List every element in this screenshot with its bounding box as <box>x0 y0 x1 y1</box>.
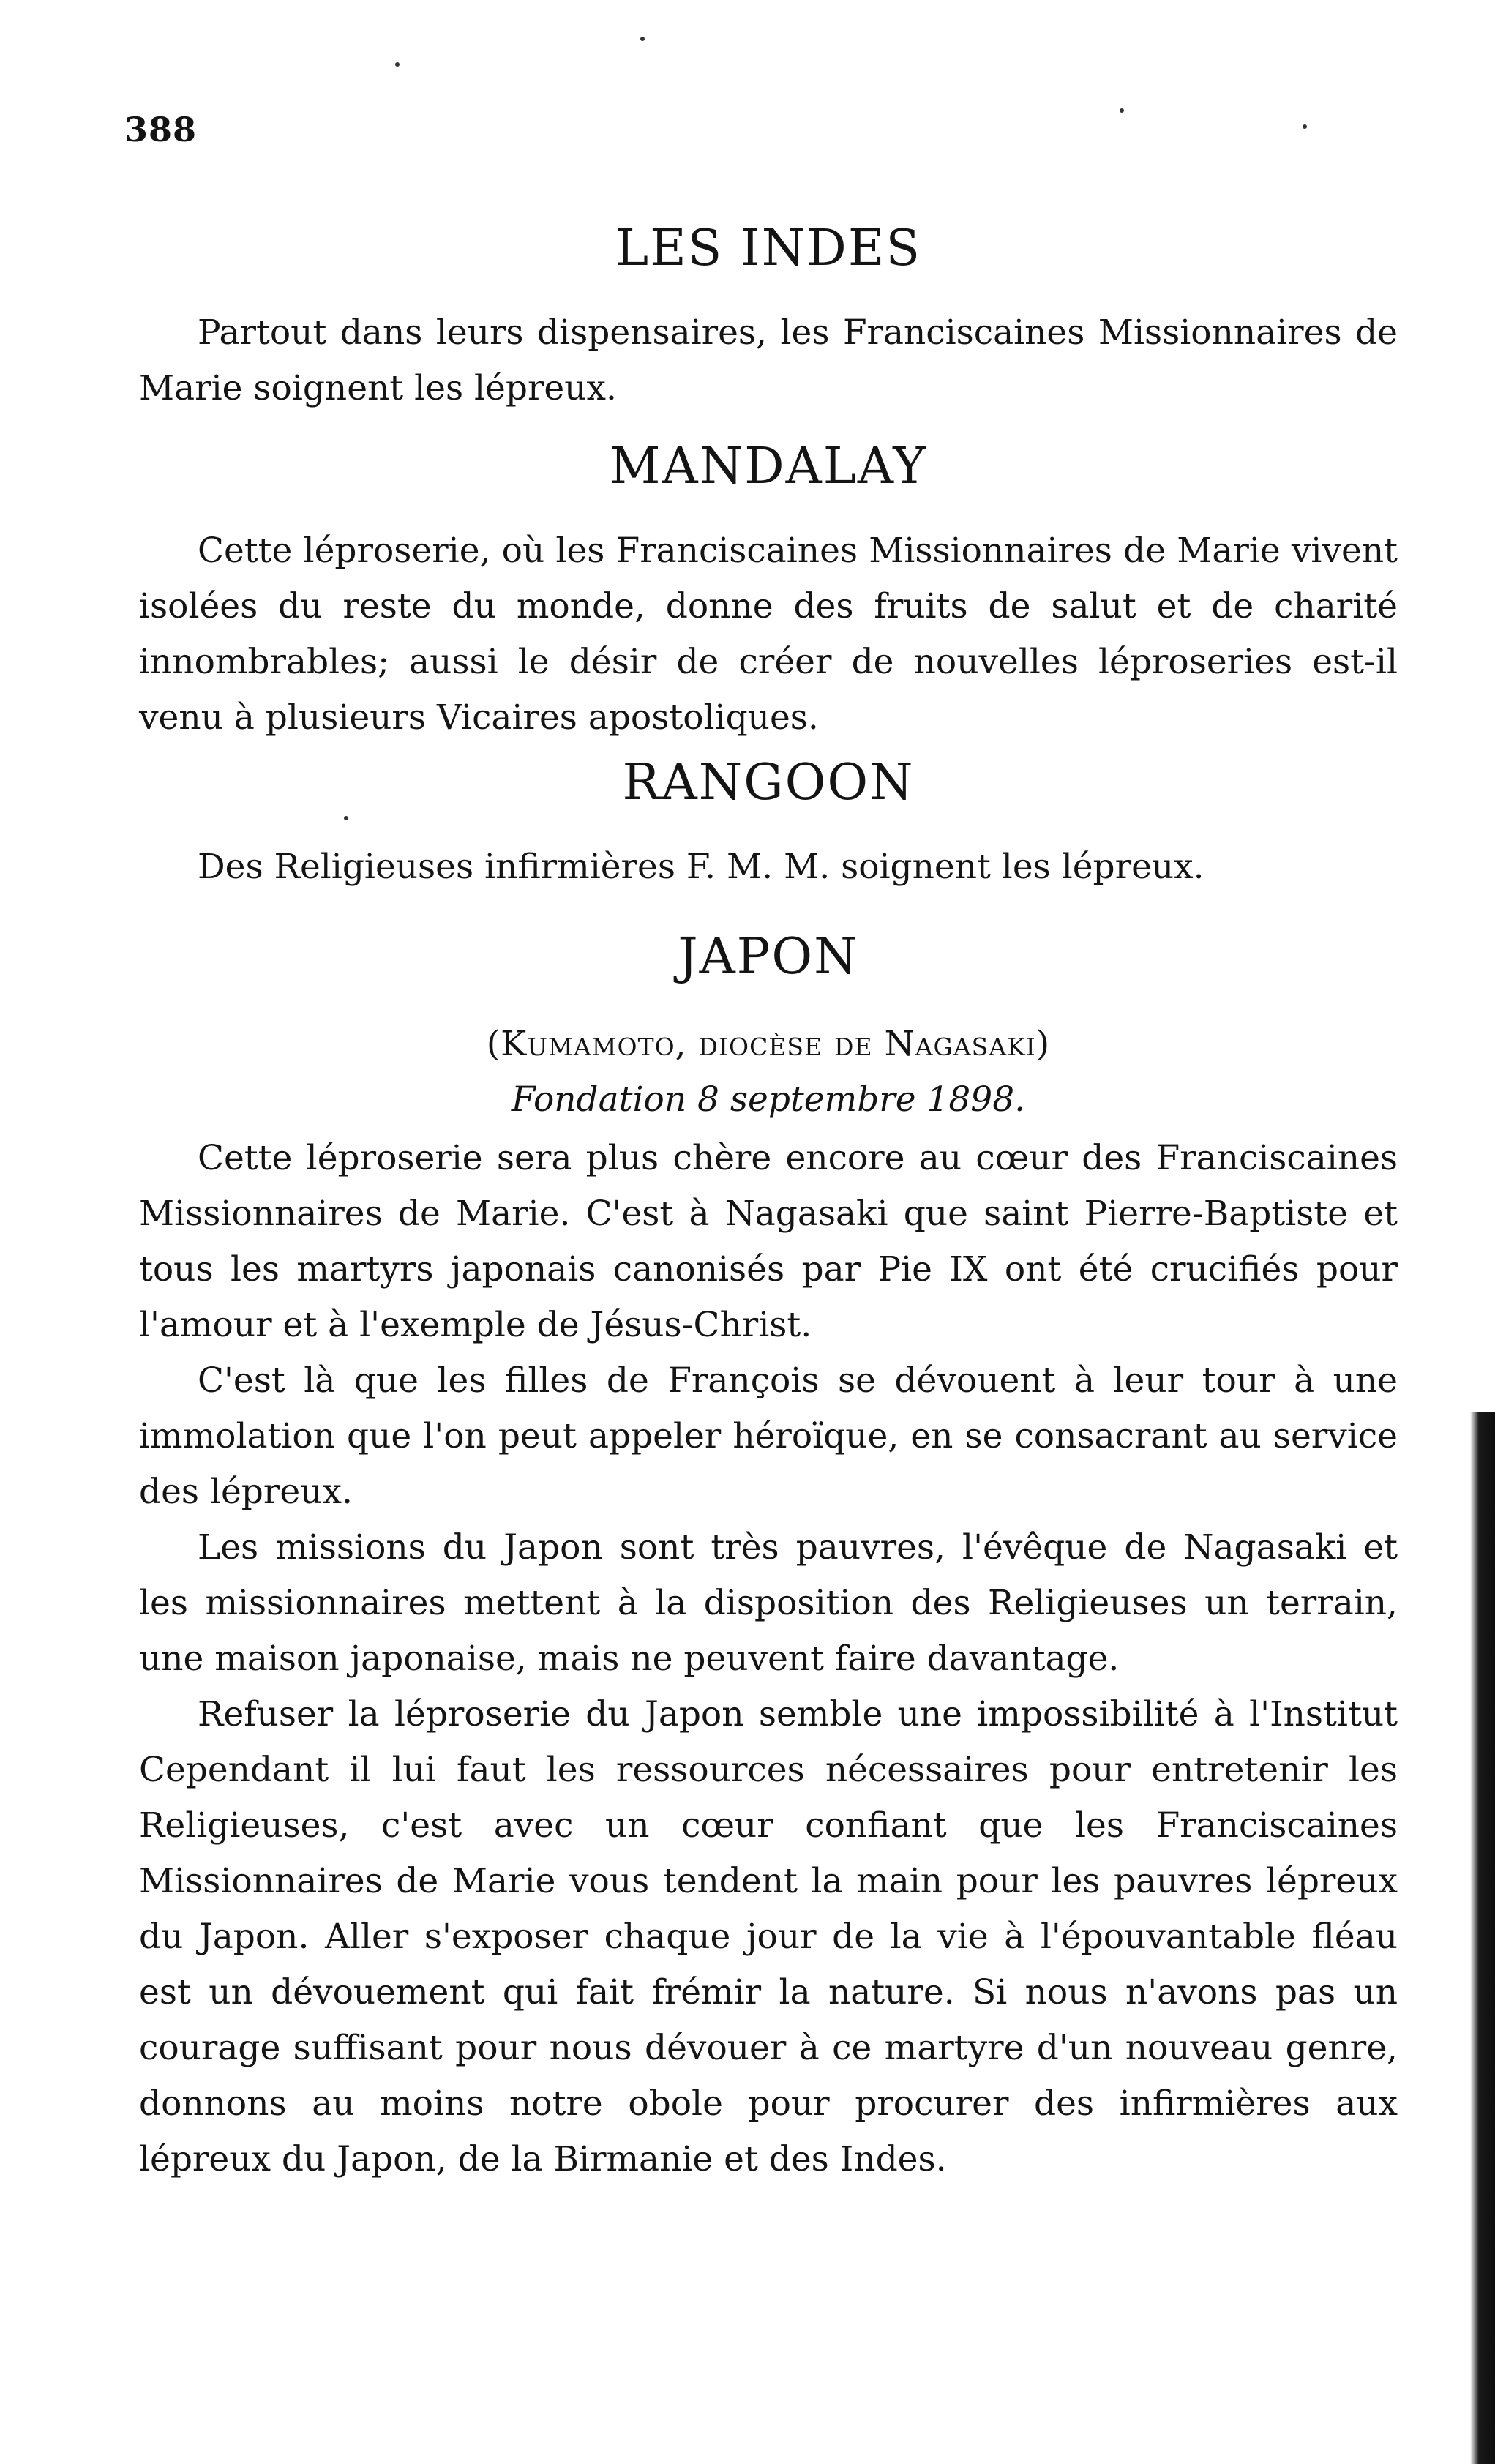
section-heading: MANDALAY <box>609 438 928 495</box>
section-paragraph: Des Religieuses infirmières F. M. M. soignent les lépreux. <box>198 847 1204 887</box>
scan-speck <box>1303 124 1307 129</box>
section-les-indes <box>139 220 1398 416</box>
scan-speck <box>640 37 645 41</box>
section-heading: RANGOON <box>622 754 915 812</box>
binding-shadow <box>1470 1412 1495 2464</box>
section-mandalay <box>139 438 1398 746</box>
scan-speck <box>1120 108 1124 113</box>
section-japon <box>139 928 1398 2187</box>
section-paragraph: Refuser la léproserie du Japon semble une impossibilité à l'Institut Cependant il lui faut les ressources nécessaires pour entretenir les Religieuses, c'est avec un cœur confiant que les Franciscaines Missionnaires de Marie vous tendent la main pour les pauvres lépreux du Japon. Aller s'exposer chaque jour de la vie à l'épouvantable fléau est un dévouement qui fait frémir la nature. Si nous n'avons pas un courage suffisant pour nous dévouer à ce martyre d'un nouveau genre, donnons au moins notre obole pour procurer des infirmières aux lépreux du Japon, de la Birmanie et des Indes. <box>139 1694 1398 2179</box>
scan-speck <box>395 62 400 67</box>
section-subtitle: (Kumamoto, diocèse de Nagasaki) <box>486 1024 1051 1064</box>
section-rangoon <box>139 754 1398 895</box>
section-heading: LES INDES <box>615 220 922 277</box>
section-paragraph: Cette léproserie sera plus chère encore au cœur des Franciscaines Missionnaires de Marie. C'est à Nagasaki que saint Pierre-Baptiste et tous les martyrs japonais canonisés par Pie IX ont été crucifiés pour l'amour et à l'exemple de Jésus-Christ. <box>139 1138 1398 1345</box>
foundation-date: Fondation 8 septembre 1898. <box>511 1079 1026 1120</box>
section-paragraph: Les missions du Japon sont très pauvres, l'évêque de Nagasaki et les missionnaires mettent à la disposition des Religieuses un terrain, une maison japonaise, mais ne peuvent faire davantage. <box>139 1527 1398 1679</box>
section-heading: JAPON <box>678 928 859 986</box>
section-paragraph: Partout dans leurs dispensaires, les Franciscaines Missionnaires de Marie soignent les lépreux. <box>139 312 1398 408</box>
page-number: 388 <box>124 110 198 149</box>
section-paragraph: Cette léproserie, où les Franciscaines Missionnaires de Marie vivent isolées du reste du monde, donne des fruits de salut et de charité innombrables; aussi le désir de créer de nouvelles léproseries est-il venu à plusieurs Vicaires apostoliques. <box>139 531 1398 738</box>
scan-speck <box>344 816 348 820</box>
section-paragraph: C'est là que les filles de François se dévouent à leur tour à une immolation que l'on peut appeler héroïque, en se consacrant au service des lépreux. <box>139 1360 1398 1512</box>
